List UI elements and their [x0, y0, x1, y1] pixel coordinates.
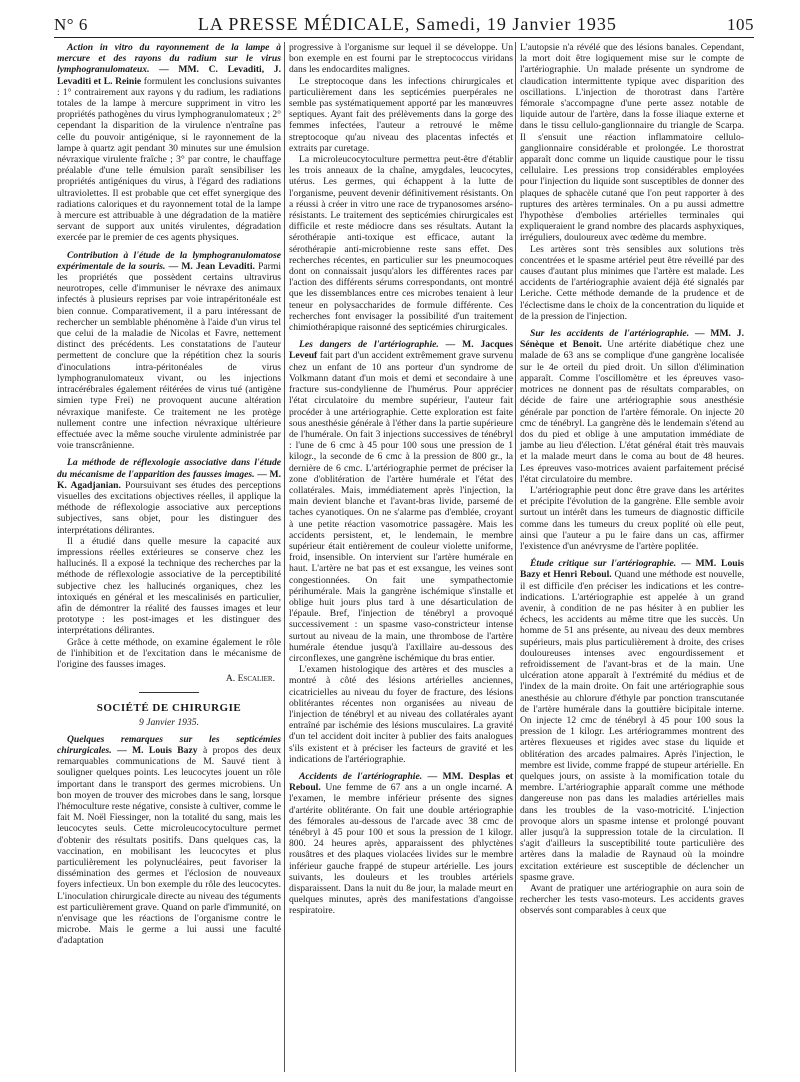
article-septicemies: [57, 734, 281, 947]
article-authors: — MM. Louis Bazy et Henri Reboul.: [520, 558, 744, 581]
article-body: Une artérite diabétique chez une malade de 63 ans se complique d'une gangrène localisée sur le 4e orteil du pied droit. Un sillon d'élimination apparaît. Comme l'oscillomètre et les épreuves vaso-motrices ne donnent pas de résultats comparables, on décide de faire une artériographie sous anesthésie générale par ponction de l'artère fémorale. On injecte 20 cmc de ténébryl. La gangrène dès le lendemain s'étend au dos du pied et oblige à une amputation immédiate de jambe au lieu d'élection. L'état général était très mauvais et la malade meurt dans le coma au bout de 48 heures. Les épreuves vaso-motrices avaient parfaitement précisé l'état circulatoire du membre.: [520, 339, 744, 485]
article-paragraph: L'autopsie n'a révélé que des lésions banales. Cependant, la mort doit être logiquement mise sur le compte de l'artériographie. Un malade présente un syndrome de claudication intermittente typique avec disparition des oscillations. L'injection de thorotrast dans l'artère fémorale s'accompagne d'une perte assez notable de liquide autour de l'artère, dans la fosse iliaque externe et dans le tissu cellulo-ganglionnaire du triangle de Scarpa. Il s'ensuit une réaction inflammatoire cellulo-ganglionnaire considérable et prolongée. Le thorostrat apparaît donc comme un liquide caustique pour le tissu cellulaire. Les pressions trop considérables employées pour l'injection du liquide sont susceptibles de donner des plaques de sphacèle cutané que l'on peut rapporter à des ruptures des artères terminales. On a pu aussi admettre l'hypothèse d'embolies artérielles terminales qui expliqueraient le grand nombre des placards asphyxiques, irréguliers, douloureux avec œdème du membre.: [520, 42, 744, 244]
running-header: [54, 14, 754, 36]
article-seneque-benoit: [520, 328, 744, 552]
section-date: 9 Janvier 1935.: [139, 716, 199, 728]
article-paragraph: La microleucocytoculture permettra peut-être d'établir les trois anneaux de la chaîne, amygdales, leucocytes, utérus. Les germes, qui échappent à la lutte de l'organisme, peuvent devenir définitivement résistants. On a réussi à créer in vitro une race de trypanosomes arséno-résistants. Le traitement des septicémies chirurgicales est difficile et reste médiocre dans ses résultats. Autant la sérothérapie anti-toxique est efficace, autant la sérothérapie anti-microbienne reste sans effet. Des recherches récentes, en particulier sur les pneumocoques dont on connaissait jusqu'alors les différentes races par l'action des différents sérums correspondants, ont montré que les dissemblances entre ces microbes tenaient à leur teneur en polysaccharides de formule différente. Ces recherches font envisager la possibilité d'un traitement chimiothérapique raisonné des septicémies chirurgicales.: [289, 154, 513, 334]
column-divider: [284, 42, 285, 1072]
article-lymphogranulomatose: [57, 250, 281, 452]
article-title: Contribution à l'étude de la lymphogranulomatose expérimentale de la souris.: [57, 249, 281, 272]
column-3: [520, 42, 744, 923]
article-paragraph: progressive à l'organisme sur lequel il se développe. Un bon exemple en est fourni par le streptococcus viridans dans les endocardites malignes.: [289, 42, 513, 76]
article-paragraph: [57, 457, 281, 535]
article-etude-critique: [520, 558, 744, 917]
header-rule: [54, 37, 754, 38]
article-paragraph: [289, 771, 513, 917]
author-signature: A. Escalier.: [225, 673, 275, 685]
article-body: fait part d'un accident extrêmement grave survenu chez un enfant de 10 ans porteur d'un syndrome de Volkmann datant d'un mois et demi et secondaire à une fracture sus-condylienne de l'humérus. Pour apprécier l'état circulatoire du membre supérieur, l'auteur fait procéder à une artériographie. Cette exploration est faite sous anesthésie générale à l'éther dans la partie supérieure de l'humérale. On fait 3 injections successives de ténébryl : l'une de 6 cmc à 45 pour 100 sous une pression de 1 kilogr., la seconde de 6 cmc à la pression de 800 gr., la dernière de 6 cmc. L'artériographie permet de préciser la zone d'oblitération de l'artère humérale et l'état des collatérales. Mais, immédiatement après l'injection, la main devient blanche et l'avant-bras livide, parsemé de taches cyanotiques. On ne s'alarme pas d'emblée, croyant à une petite réaction vasomotrice passagère. Mais les accidents persistent, et, le lendemain, le membre supérieur était entièrement de couleur violette uniforme, froid, insensible. On intervient sur l'artère humérale en haut. L'artère ne bat pas et est exsangue, les veines sont congestionnées. On fait une sympathectomie périhumérale. Mais la gangrène ischémique s'installe et oblige huit jours plus tard à une désarticulation de l'épaule. Bref, l'injection de ténébryl a provoqué successivement : un spasme vaso-constricteur intense surtout au niveau de la main, une thrombose de l'artère humérale étendue jusqu'à l'axillaire au-dessous des circonflexes, une gangrène ischémique du bras entier.: [289, 350, 513, 664]
article-paragraph: Il a étudié dans quelle mesure la capacité aux impressions réelles extérieures se conserve chez les hallucinés. Il a exposé la technique des recherches par la méthode de réflexologie associative de la perceptibilité subjective chez les hallucinés organiques, chez les intoxiqués en général et les mescalinisés en particulier, afin de démontrer la réalité des fausses images et leur prototype : les post-images et les distinguer des interprétations délirantes.: [57, 535, 281, 637]
article-authors: — M. K. Agadjanian.: [57, 468, 281, 491]
article-body: Quand une méthode est nouvelle, il est difficile d'en préciser les indications et les contre-indications. L'artériographie est appelée à un grand avenir, à condition de ne pas hésiter à en publier les échecs, les accidents au même titre que les succès. Un homme de 51 ans présente, au niveau des deux membres supérieurs, mais plus particulièrement à droite, des crises douloureuses intenses avec engourdissement et refroidissement de l'avant-bras et de la main. Une ulcération atone apparaît à l'extrémité du médius et de l'index de la main droite. On fait une artériographie sous anesthésie au chlorure d'éthyle par ponction transcutanée de l'artère humérale dans la gouttière bicipitale interne. On injecte 12 cmc de ténébryl à 45 pour 100 sous la pression de 1 kilogr. Les artériogrammes montrent des artères flexueuses et rigides avec stase du liquide et oblitération des arcades palmaires. Après l'injection, le membre est livide, comme frappé de stupeur artérielle. En quelques jours, on assiste à la momification totale du membre. L'artériographie apparaît comme une méthode dangereuse non pas dans les maladies artérielles mais dans les troubles de la vaso-motricité. L'injection provoque alors un spasme intense et prolongé pouvant aller jusqu'à la suppression totale de la circulation. Il s'agit d'ailleurs la susceptibilité toute particulière des artères dans la maladie de Raynaud où la moindre excitation extérieure est susceptible de déclencher un spasme grave.: [520, 569, 744, 883]
article-authors: — MM. Desplas et Reboul.: [289, 771, 513, 794]
issue-number: N° 6: [54, 15, 88, 34]
article-accidents-arteriographie: [289, 771, 513, 917]
article-authors: — MM. C. Levaditi, J. Levaditi et L. Reinie: [57, 64, 281, 87]
article-paragraph: [289, 339, 513, 664]
column-1: [57, 42, 281, 953]
article-paragraph: [57, 250, 281, 452]
article-title: Quelques remarques sur les septicémies chirurgicales.: [57, 733, 281, 756]
journal-header: [198, 14, 617, 35]
page-number: 105: [727, 15, 754, 34]
article-authors: — M. Louis Bazy: [117, 744, 198, 756]
article-authors: — MM. J. Sénèque et Benoit.: [520, 328, 744, 351]
article-title: Les dangers de l'artériographie.: [299, 339, 439, 351]
article-title: Action in vitro du rayonnement de la lampe à mercure et des rayons du radium sur le virus lymphogranulomateux.: [57, 42, 281, 76]
section-heading: SOCIÉTÉ DE CHIRURGIE: [96, 702, 242, 715]
article-body: à propos des deux remarquables communications de M. Sauvé tient à souligner quelques points. Les leucocytes jouent un rôle important dans le transport des germes microbiens. Un bon moyen de trouver des microbes dans le sang, lorsque l'hémoculture reste négative, consiste à cultiver, comme le fait M. Noël Fiessinger, non la totalité du sang, mais les leucocytes seuls. Cette microleucocytoculture permet d'obtenir des résultats positifs. Dans quelques cas, la vaccination, en mobilisant les leucocytes et plus particulièrement les polynucléaires, peut favoriser la dissémination des germes et l'éclosion de nouveaux foyers infectieux. Un bon exemple du rôle des leucocytes. L'inoculation chirurgicale directe au niveau des téguments est particulièrement grave. Quand on parle d'immunité, on n'envisage que les réactions de l'organisme contre le microbe. Mais le germe a lui aussi une faculté d'adaptation: [57, 744, 281, 947]
article-paragraph: [520, 328, 744, 485]
article-title: La méthode de réflexologie associative dans l'étude du mécanisme de l'apparition des fausses images.: [57, 457, 281, 480]
article-paragraph: Les artères sont très sensibles aux solutions très concentrées et le spasme artériel peut être réveillé par des causes d'autant plus minimes que l'artère est malade. Les accidents de l'artériographie avaient déjà été signalés par Leriche. Cette méthode demande de la prudence et de l'éclectisme dans le choix de la concentration du liquide et de la pression de l'injection.: [520, 243, 744, 322]
article-paragraph: Avant de pratiquer une artériographie on aura soin de rechercher les tests vaso-moteurs. Les accidents graves observés sont comparables à ceux que: [520, 883, 744, 917]
article-title: Accidents de l'artériographie.: [299, 771, 423, 782]
article-paragraph: [520, 558, 744, 883]
article-title: Sur les accidents de l'artériographie.: [530, 328, 690, 340]
article-paragraph: L'artériographie peut donc être grave dans les artérites et précipite l'évolution de la gangrène. Elle semble avoir surtout un intérêt dans les tumeurs de diagnostic difficile comme dans les tumeurs du creux poplité où elle peut, ainsi que l'auteur a pu le faire dans un cas, affirmer l'existence d'un anévrysme de l'artère poplitée.: [520, 484, 744, 552]
issue-date: Samedi, 19 Janvier 1935: [415, 14, 617, 34]
article-reflexologie: [57, 457, 281, 684]
article-body: Une femme de 67 ans a un ongle incarné. A l'examen, le membre inférieur présente des signes d'artérite oblitérante. On fait une double artériographie des fémorales au-dessous de l'arcade avec 38 cmc de ténébryl à 45 pour 100 et sous la pression de 1 kilogr. 800. 24 heures après, apparaissent des phlyctènes rousâtres et des plaques violacées livides sur le membre inférieur gauche frappé de stupeur artérielle. Les jours suivants, les douleurs et les troubles artériels disparaissent. Dans la nuit du 8e jour, la malade meurt en quelques minutes, après des manifestations d'angoisse respiratoire.: [289, 782, 513, 917]
article-paragraph: [57, 42, 281, 244]
article-paragraph: Grâce à cette méthode, on examine également le rôle de l'inhibition et de l'excitation dans le mécanisme de l'origine des fausses images.: [57, 636, 281, 670]
article-authors: — M. Jacques Leveuf: [289, 339, 513, 362]
article-paragraph: L'examen histologique des artères et des muscles a montré à côté des lésions artérielles anciennes, cicatricielles au niveau du foyer de fracture, des lésions oblitérantes récentes non organisées au niveau de l'injection de ténébryl et au niveau des collatérales ayant entraîné par ischémie des lésions musculaires. La gravité d'un tel accident doit inciter à publier des faits analogues s'ils existent et à préciser les facteurs de gravité et les indications de l'artériographie.: [289, 664, 513, 765]
article-dangers-arteriographie: [289, 339, 513, 765]
article-authors: — M. Jean Levaditi.: [168, 260, 255, 272]
article-body: Poursuivant ses études des perceptions visuelles des excitations objectives réelles, il applique la méthode de réflexologie associative aux perceptions subjectives, sans objet, pour les distinguer des interprétations délirantes.: [57, 479, 281, 536]
article-paragraph: Le streptocoque dans les infections chirurgicales et particulièrement dans les septicémies puerpérales ne semble pas systématiquement apporté par les manœuvres septiques. Ayant fait des prélèvements dans la gorge des femmes infectées, l'auteur a retrouvé le même streptocoque qu'au niveau des placentas infectés et extraits par curetage.: [289, 75, 513, 154]
article-body: Parmi les propriétés que possèdent certains ultravirus neurotropes, celle d'immuniser le névraxe des animaux infectés à plusieurs reprises par voie intrapéritonéale est bien connue. Comparativement, il a paru intéressant de rechercher un semblable phénomène à l'aide d'un virus tel que celui de la maladie de Nicolas et Favre, nettement distinct des précédents. Les constatations de l'auteur permettent de conclure que la répétition chez la souris d'inoculations intra-péritonéales de virus lymphogranulomateux vivant, ou les injections intracérébrales également réitérées de virus tué (antigène simien type Frei) ne provoquent aucune altération névraxique manifeste. Ce traitement ne les protège nullement contre une infection névraxique ultérieure effectuée avec la même souche virulente administrée par voie transcrânienne.: [57, 260, 281, 452]
article-paragraph: [57, 734, 281, 947]
column-2: [289, 42, 513, 923]
article-lamp-mercure: [57, 42, 281, 244]
article-title: Étude critique sur l'artériographie.: [530, 558, 677, 570]
section-divider: [139, 692, 199, 693]
article-body: formulent les conclusions suivantes : 1° contrairement aux rayons γ du radium, les radiations totales de la lampe à mercure suppriment in vitro les propriétés pathogènes du virus lymphogranulomateux ; 2° cependant la disparition de la virulence n'entraîne pas celle du pouvoir antigénique, si le rayonnement de la lampe à quartz agit pendant 30 minutes sur une émulsion névraxique virulente fraîche ; 3° par contre, le chauffage préalable d'une telle émulsion paraît sensibiliser les propriétés antigéniques du virus, à l'égard des radiations ultraviolettes. Il est probable que cet effet synergique des radiations caloriques et du rayonnement total de la lampe à mercure est attribuable à une dégradation de la matière servant de support aux unités virulentes, dégradation exercée par le premier de ces agents physiques.: [57, 75, 281, 244]
column-divider: [515, 42, 516, 1072]
journal-title: LA PRESSE MÉDICALE,: [197, 14, 411, 34]
